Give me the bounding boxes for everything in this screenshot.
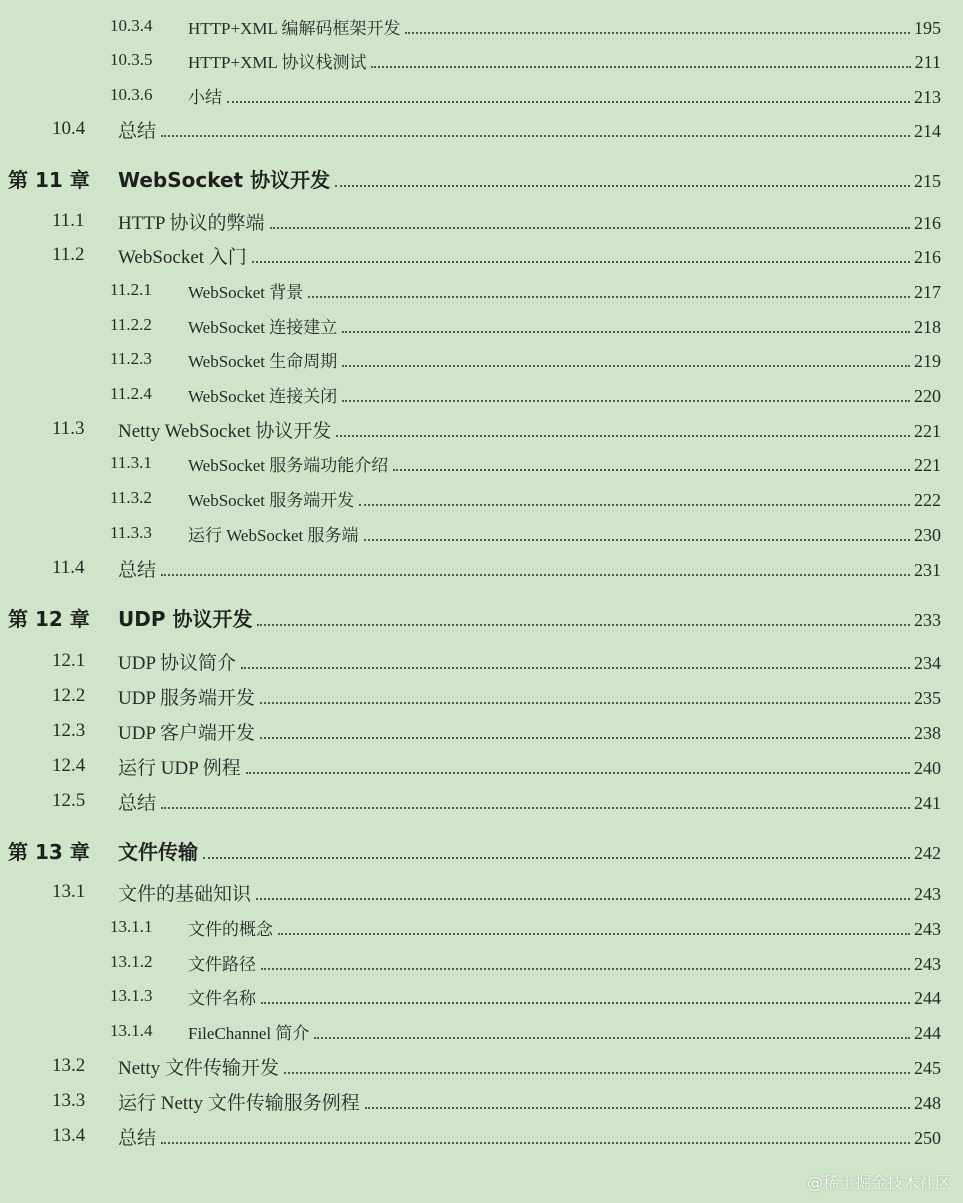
toc-entry-number: 11.4 [52, 557, 85, 578]
toc-entry-sub [0, 1014, 963, 1048]
toc-entry-sub [0, 78, 963, 112]
toc-entry-number: 11.3.3 [110, 523, 152, 542]
toc-entry-content [188, 83, 941, 108]
toc-entry-page: 222 [914, 489, 941, 510]
toc-entry-content [118, 718, 941, 745]
dot-leader [227, 101, 910, 103]
toc-entry-number: 11.2.4 [110, 384, 152, 403]
toc-entry-content [118, 836, 941, 865]
toc-entry-section [0, 412, 963, 446]
toc-entry-number: 12.1 [52, 650, 86, 671]
toc-entry-number: 12.4 [52, 755, 86, 776]
toc-entry-page: 217 [914, 281, 941, 302]
dot-leader [371, 66, 910, 68]
dot-leader [256, 898, 910, 900]
toc-entry-chapter [0, 600, 963, 634]
toc-entry-number: 13.1.3 [110, 986, 153, 1005]
toc-entry-content [118, 788, 941, 815]
toc-entry-number: 10.3.4 [110, 16, 153, 35]
toc-entry-page: 220 [914, 385, 941, 406]
toc-entry-title: WebSocket 入门 [118, 246, 247, 268]
dot-leader [257, 624, 910, 626]
toc-entry-title: FileChannel 简介 [188, 1023, 310, 1043]
toc-entry-page: 231 [914, 559, 941, 580]
dot-leader [261, 1002, 910, 1004]
toc-entry-sub [0, 342, 963, 376]
toc-entry-page: 221 [914, 454, 941, 475]
toc-entry-page: 243 [914, 883, 941, 904]
toc-entry-page: 245 [914, 1057, 941, 1078]
toc-entry-chapter [0, 833, 963, 867]
toc-entry-page: 248 [914, 1092, 941, 1113]
dot-leader [308, 296, 910, 298]
dot-leader [161, 807, 910, 809]
dot-leader [364, 539, 911, 541]
toc-entry-sub [0, 945, 963, 979]
dot-leader [278, 933, 910, 935]
toc-entry-sub [0, 43, 963, 77]
toc-entry-page: 195 [914, 17, 941, 38]
toc-entry-number: 12.5 [52, 790, 86, 811]
toc-entry-number: 13.1 [52, 881, 86, 902]
toc-entry-section [0, 551, 963, 585]
toc-entry-content [188, 486, 941, 511]
toc-entry-content [118, 1088, 941, 1115]
toc-entry-title: WebSocket 连接关闭 [188, 386, 338, 406]
dot-leader [246, 772, 910, 774]
toc-entry-content [118, 683, 941, 710]
toc-entry-page: 221 [914, 420, 941, 441]
toc-entry-sub [0, 481, 963, 515]
dot-leader [261, 968, 910, 970]
dot-leader [393, 469, 910, 471]
toc-entry-number: 13.1.1 [110, 917, 153, 936]
toc-entry-section [0, 749, 963, 783]
toc-entry-title: UDP 协议开发 [118, 606, 253, 631]
toc-entry-content [188, 984, 941, 1009]
toc-entry-title: HTTP+XML 协议栈测试 [188, 52, 367, 72]
toc-entry-page: 213 [914, 86, 941, 107]
toc-entry-title: UDP 协议简介 [118, 652, 237, 674]
dot-leader [365, 1107, 910, 1109]
toc-entry-section [0, 1049, 963, 1083]
toc-entry-section [0, 112, 963, 146]
toc-entry-content [188, 1019, 941, 1044]
toc-entry-number: 10.3.6 [110, 85, 153, 104]
toc-entry-sub [0, 9, 963, 43]
dot-leader [161, 574, 910, 576]
dot-leader [161, 135, 910, 137]
toc-entry-title: Netty 文件传输开发 [118, 1057, 279, 1079]
toc-entry-sub [0, 446, 963, 480]
toc-entry-number: 13.1.2 [110, 952, 153, 971]
toc-entry-title: 文件传输 [118, 839, 198, 864]
toc-entry-title: WebSocket 生命周期 [188, 351, 338, 371]
dot-leader [241, 667, 910, 669]
toc-entry-title: HTTP+XML 编解码框架开发 [188, 18, 401, 38]
toc-entry-page: 243 [914, 953, 941, 974]
toc-entry-title: 文件名称 [188, 988, 256, 1008]
toc-entry-number: 11.2.3 [110, 349, 152, 368]
dot-leader [359, 504, 910, 506]
toc-entry-title: WebSocket 服务端开发 [188, 490, 355, 510]
toc-entry-content [118, 1123, 941, 1150]
dot-leader [161, 1142, 910, 1144]
toc-entry-page: 234 [914, 652, 941, 673]
toc-entry-page: 214 [914, 120, 941, 141]
dot-leader [260, 702, 910, 704]
toc-entry-number: 11.2.2 [110, 315, 152, 334]
toc-entry-section [0, 784, 963, 818]
dot-leader [314, 1037, 910, 1039]
toc-entry-section [0, 1119, 963, 1153]
toc-entry-number: 11.3 [52, 418, 85, 439]
dot-leader [335, 185, 910, 187]
toc-entry-page: 241 [914, 792, 941, 813]
toc-entry-number: 13.4 [52, 1125, 86, 1146]
dot-leader [203, 857, 910, 859]
toc-entry-title: WebSocket 连接建立 [188, 317, 338, 337]
toc-entry-page: 230 [914, 524, 941, 545]
toc-entry-content [188, 313, 941, 338]
toc-entry-number: 11.2 [52, 244, 85, 265]
toc-entry-page: 244 [914, 987, 941, 1008]
toc-entry-content [188, 451, 941, 476]
toc-entry-page: 250 [914, 1127, 941, 1148]
toc-entry-number: 11.3.2 [110, 488, 152, 507]
toc-entry-content [188, 278, 941, 303]
toc-entry-content [118, 603, 941, 632]
watermark: @稀土掘金技术社区 [806, 1173, 951, 1192]
toc-entry-number: 10.4 [52, 118, 86, 139]
toc-entry-sub [0, 377, 963, 411]
toc-entry-content [118, 242, 941, 269]
toc-entry-number: 11.1 [52, 210, 85, 231]
toc-entry-title: WebSocket 背景 [188, 282, 304, 302]
dot-leader [284, 1072, 910, 1074]
toc-entry-page: 219 [914, 350, 941, 371]
toc-entry-title: UDP 服务端开发 [118, 687, 256, 709]
toc-entry-content [188, 382, 941, 407]
toc-entry-title: 文件的基础知识 [118, 883, 252, 905]
toc-entry-page: 216 [914, 246, 941, 267]
toc-entry-sub [0, 516, 963, 550]
toc-entry-content [118, 164, 941, 193]
toc-entry-page: 240 [914, 757, 941, 778]
toc-entry-content [188, 347, 941, 372]
toc-entry-page: 235 [914, 687, 941, 708]
toc-entry-sub [0, 308, 963, 342]
toc-entry-sub [0, 979, 963, 1013]
toc-entry-title: 文件路径 [188, 954, 256, 974]
toc-entry-number: 11.2.1 [110, 280, 152, 299]
toc-entry-content [118, 116, 941, 143]
toc-entry-number: 13.2 [52, 1055, 86, 1076]
toc-entry-page: 218 [914, 316, 941, 337]
toc-entry-number: 第 11 章 [8, 167, 90, 192]
toc-entry-page: 211 [914, 51, 941, 72]
toc-entry-content [118, 753, 941, 780]
toc-entry-section [0, 238, 963, 272]
toc-entry-number: 11.3.1 [110, 453, 152, 472]
toc-entry-title: 小结 [188, 87, 222, 107]
toc-entry-section [0, 204, 963, 238]
toc-entry-number: 第 13 章 [8, 839, 90, 864]
toc-entry-title: 文件的概念 [188, 919, 273, 939]
toc-entry-title: WebSocket 协议开发 [118, 167, 331, 192]
toc-entry-sub [0, 910, 963, 944]
dot-leader [336, 435, 910, 437]
toc-entry-title: 总结 [118, 792, 157, 814]
dot-leader [270, 227, 910, 229]
toc-entry-title: 运行 Netty 文件传输服务例程 [118, 1092, 360, 1114]
toc-entry-section [0, 1084, 963, 1118]
dot-leader [260, 737, 910, 739]
dot-leader [252, 261, 910, 263]
toc-entry-content [188, 48, 941, 73]
toc-entry-number: 13.3 [52, 1090, 86, 1111]
toc-entry-number: 12.2 [52, 685, 86, 706]
toc-entry-page: 215 [914, 170, 941, 191]
toc-entry-sub [0, 273, 963, 307]
toc-entry-page: 242 [914, 842, 941, 863]
toc-entry-content [188, 915, 941, 940]
toc-entry-title: 总结 [118, 559, 157, 581]
dot-leader [342, 365, 910, 367]
toc-entry-content [188, 14, 941, 39]
toc-entry-page: 233 [914, 609, 941, 630]
toc-entry-title: UDP 客户端开发 [118, 722, 256, 744]
toc-entry-number: 12.3 [52, 720, 86, 741]
toc-entry-section [0, 679, 963, 713]
toc-entry-section [0, 714, 963, 748]
toc-entry-content [118, 879, 941, 906]
toc-entry-title: WebSocket 服务端功能介绍 [188, 455, 389, 475]
toc-entry-page: 244 [914, 1022, 941, 1043]
toc-entry-content [118, 555, 941, 582]
toc-entry-number: 10.3.5 [110, 50, 153, 69]
toc-entry-number: 13.1.4 [110, 1021, 153, 1040]
toc-entry-content [188, 950, 941, 975]
toc-entry-page: 238 [914, 722, 941, 743]
toc-entry-chapter [0, 161, 963, 195]
toc-entry-title: 运行 UDP 例程 [118, 757, 241, 779]
toc-entry-content [188, 521, 941, 546]
toc-entry-number: 第 12 章 [8, 606, 90, 631]
toc-entry-title: 总结 [118, 1127, 157, 1149]
toc-entry-title: 总结 [118, 120, 157, 142]
toc-entry-content [118, 1053, 941, 1080]
dot-leader [405, 32, 910, 34]
dot-leader [342, 331, 910, 333]
toc-entry-title: Netty WebSocket 协议开发 [118, 420, 332, 442]
toc-entry-content [118, 648, 941, 675]
toc-entry-content [118, 416, 941, 443]
toc-entry-content [118, 208, 941, 235]
toc-entry-page: 216 [914, 212, 941, 233]
toc-entry-section [0, 644, 963, 678]
toc-entry-section [0, 875, 963, 909]
dot-leader [342, 400, 910, 402]
toc-entry-page: 243 [914, 918, 941, 939]
toc-entry-title: HTTP 协议的弊端 [118, 212, 265, 234]
toc-entry-title: 运行 WebSocket 服务端 [188, 525, 359, 545]
